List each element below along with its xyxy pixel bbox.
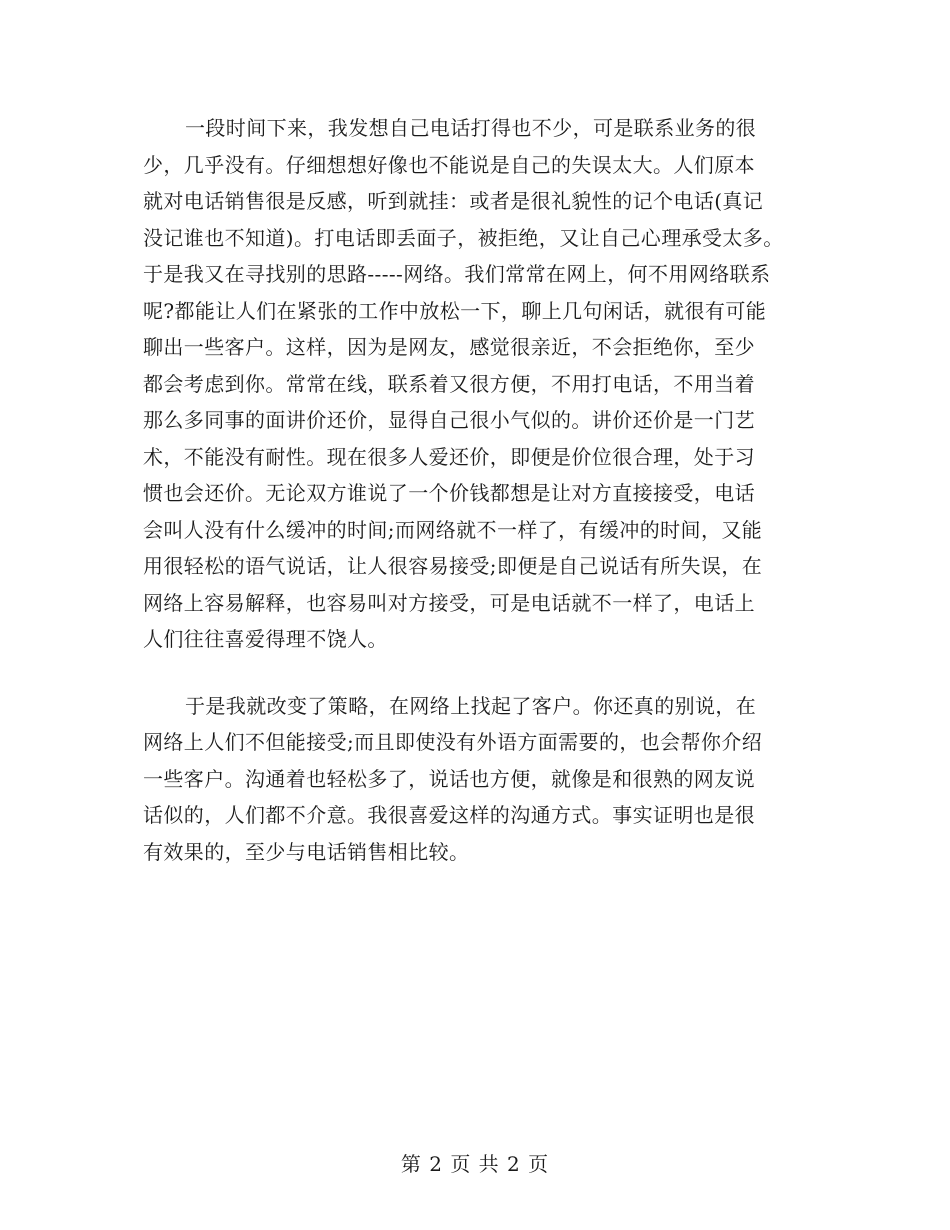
- page-number-footer: 第 2 页 共 2 页: [400, 1152, 550, 1176]
- text-line: 一些客户。沟通着也轻松多了，说话也方便，就像是和很熟的网友说: [143, 766, 755, 791]
- text-line: 惯也会还价。无论双方谁说了一个价钱都想是让对方直接接受，电话: [143, 481, 755, 505]
- text-line: 用很轻松的语气说话，让人很容易接受;即便是自己说话有所失误，在: [143, 554, 763, 578]
- text-line: 呢?都能让人们在紧张的工作中放松一下，聊上几句闲话，就很有可能: [143, 298, 767, 323]
- text-line: 网络上人们不但能接受;而且即使没有外语方面需要的，也会帮你介绍: [143, 730, 763, 754]
- text-line: 那么多同事的面讲价还价，显得自己很小气似的。讲价还价是一门艺: [143, 408, 755, 432]
- text-line: 术，不能没有耐性。现在很多人爱还价，即便是价位很合理，处于习: [143, 444, 755, 469]
- paragraph-2: [143, 688, 815, 871]
- body-text: [143, 110, 815, 870]
- text-line: 有效果的，至少与电话销售相比较。: [143, 839, 470, 864]
- text-line: 一段时间下来，我发想自己电话打得也不少，可是联系业务的很: [185, 116, 757, 140]
- text-line: 话似的，人们都不介意。我很喜爱这样的沟通方式。事实证明也是很: [143, 803, 755, 827]
- paragraph-1: [143, 110, 815, 658]
- text-line: 会叫人没有什么缓冲的时间;而网络就不一样了，有缓冲的时间，又能: [143, 517, 763, 542]
- text-line: 人们往往喜爱得理不饶人。: [143, 627, 388, 651]
- text-line: 于是我就改变了策略，在网络上找起了客户。你还真的别说，在: [185, 693, 757, 718]
- text-line: 就对电话销售很是反感，听到就挂：或者是很礼貌性的记个电话(真记: [143, 189, 764, 213]
- text-line: 都会考虑到你。常常在线，联系着又很方便，不用打电话，不用当着: [143, 371, 755, 396]
- text-line: 网络上容易解释，也容易叫对方接受，可是电话就不一样了，电话上: [143, 590, 755, 615]
- text-line: 少，几乎没有。仔细想想好像也不能说是自己的失误太大。人们原本: [143, 152, 755, 177]
- text-line: 没记谁也不知道)。打电话即丢面子，被拒绝，又让自己心理承受太多。: [143, 225, 784, 250]
- text-line: 聊出一些客户。这样，因为是网友，感觉很亲近，不会拒绝你，至少: [143, 335, 755, 359]
- text-line: 于是我又在寻找别的思路-----网络。我们常常在网上，何不用网络联系: [143, 262, 771, 286]
